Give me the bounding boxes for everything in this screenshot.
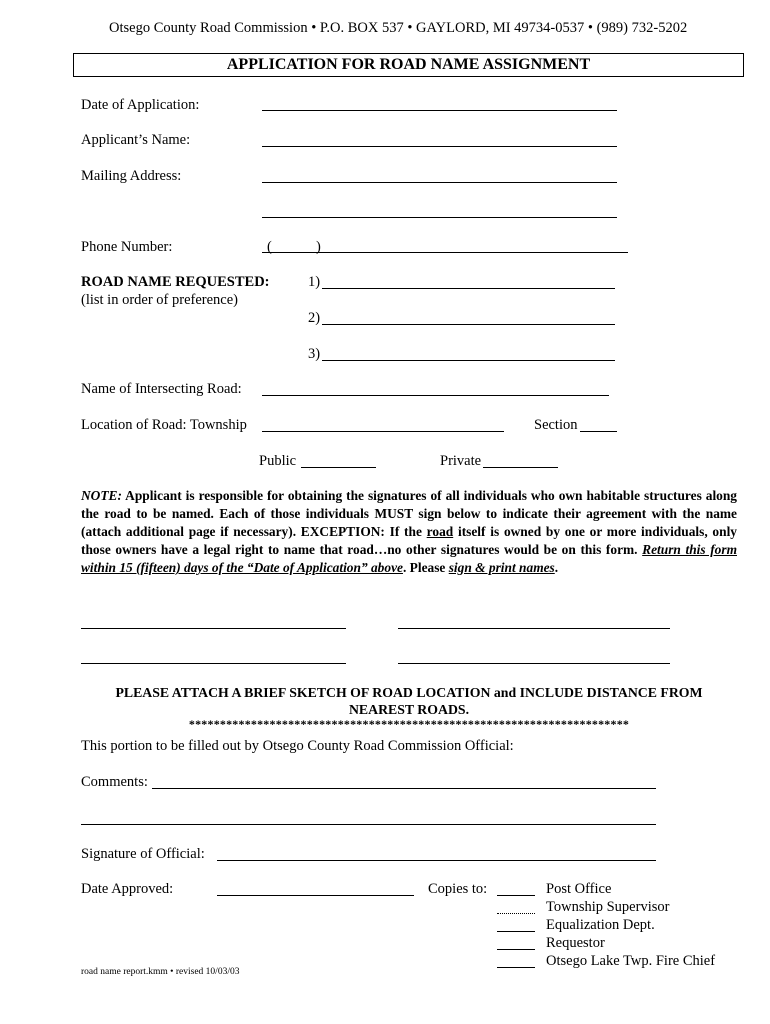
private-field[interactable] bbox=[483, 467, 558, 468]
signature-line-2-left[interactable] bbox=[81, 663, 346, 664]
date-approved-field[interactable] bbox=[217, 895, 414, 896]
public-label: Public bbox=[259, 453, 297, 469]
note-road-word: road bbox=[426, 524, 454, 539]
date-of-application-field[interactable] bbox=[262, 110, 617, 111]
footer-revision: road name report.kmm • revised 10/03/03 bbox=[81, 967, 240, 977]
location-township-label: Location of Road: Township bbox=[81, 417, 247, 433]
date-approved-label: Date Approved: bbox=[81, 881, 174, 897]
form-title: APPLICATION FOR ROAD NAME ASSIGNMENT bbox=[73, 53, 744, 77]
note-return-text: Return this form within 15 (fifteen) days of the “Date of Application” above bbox=[81, 542, 737, 575]
copy-check-equalization[interactable] bbox=[497, 931, 535, 932]
phone-close-paren: ) bbox=[316, 239, 321, 255]
applicants-name-label: Applicant’s Name: bbox=[81, 132, 191, 148]
section-field[interactable] bbox=[580, 431, 617, 432]
copy-post-office: Post Office bbox=[546, 881, 612, 897]
official-intro: This portion to be filled out by Otsego County Road Commission Official: bbox=[81, 738, 514, 754]
road-name-requested-label: ROAD NAME REQUESTED: bbox=[81, 274, 270, 290]
note-paragraph bbox=[81, 487, 737, 577]
phone-open-paren: ( bbox=[267, 239, 272, 255]
copy-township-supervisor: Township Supervisor bbox=[546, 899, 670, 915]
copies-to-label: Copies to: bbox=[428, 881, 488, 897]
note-sign-print: sign & print names bbox=[448, 560, 555, 575]
signature-of-official-field[interactable] bbox=[217, 860, 656, 861]
public-field[interactable] bbox=[301, 467, 376, 468]
township-field[interactable] bbox=[262, 431, 504, 432]
copy-requestor: Requestor bbox=[546, 935, 605, 951]
copy-check-post-office[interactable] bbox=[497, 895, 535, 896]
choice-2-label: 2) bbox=[308, 310, 321, 326]
copy-check-township-supervisor[interactable] bbox=[497, 913, 535, 914]
choice-1-label: 1) bbox=[308, 274, 321, 290]
choice-2-field[interactable] bbox=[322, 324, 615, 325]
signature-line-2-right[interactable] bbox=[398, 663, 670, 664]
date-of-application-label: Date of Application: bbox=[81, 97, 200, 113]
signature-of-official-label: Signature of Official: bbox=[81, 846, 205, 862]
section-label: Section bbox=[534, 417, 578, 433]
signature-line-1-left[interactable] bbox=[81, 628, 346, 629]
comments-label: Comments: bbox=[81, 774, 148, 790]
copy-fire-chief: Otsego Lake Twp. Fire Chief bbox=[546, 953, 716, 969]
note-text-2: itself is owned by one or more individuals, only those owners have a legal right to name that road…no other signatures would be on this form. bbox=[81, 524, 737, 557]
note-text-4: . bbox=[554, 560, 559, 575]
copy-equalization: Equalization Dept. bbox=[546, 917, 655, 933]
phone-number-label: Phone Number: bbox=[81, 239, 173, 255]
note-text-1: Applicant is responsible for obtaining the signatures of all individuals who own habitable structures along the road to be named. Each of those individuals MUST sign below to indicate their agreement with the name (attach additional page if necessary). EXCEPTION: If the bbox=[81, 488, 737, 539]
comments-field-2[interactable] bbox=[81, 824, 656, 825]
comments-field-1[interactable] bbox=[152, 788, 656, 789]
copy-check-fire-chief[interactable] bbox=[497, 967, 535, 968]
note-label: NOTE: bbox=[81, 488, 122, 503]
phone-number-field[interactable] bbox=[262, 252, 628, 253]
intersecting-road-field[interactable] bbox=[262, 395, 609, 396]
choice-3-field[interactable] bbox=[322, 360, 615, 361]
sketch-instruction: PLEASE ATTACH A BRIEF SKETCH OF ROAD LOCATION and INCLUDE DISTANCE FROM NEAREST ROADS. bbox=[115, 685, 703, 717]
intersecting-road-label: Name of Intersecting Road: bbox=[81, 381, 242, 397]
mailing-address-field-2[interactable] bbox=[262, 217, 617, 218]
signature-line-1-right[interactable] bbox=[398, 628, 670, 629]
choice-1-field[interactable] bbox=[322, 288, 615, 289]
applicants-name-field[interactable] bbox=[262, 146, 617, 147]
copy-check-requestor[interactable] bbox=[497, 949, 535, 950]
separator-asterisks: *********************************************************************** bbox=[188, 717, 630, 731]
mailing-address-label: Mailing Address: bbox=[81, 168, 182, 184]
mailing-address-field-1[interactable] bbox=[262, 182, 617, 183]
header-address: Otsego County Road Commission • P.O. BOX 537 • GAYLORD, MI 49734-0537 • (989) 732-5202 bbox=[109, 20, 688, 36]
private-label: Private bbox=[440, 453, 482, 469]
note-text-3: . Please bbox=[402, 560, 449, 575]
list-order-note: (list in order of preference) bbox=[81, 292, 239, 308]
choice-3-label: 3) bbox=[308, 346, 321, 362]
